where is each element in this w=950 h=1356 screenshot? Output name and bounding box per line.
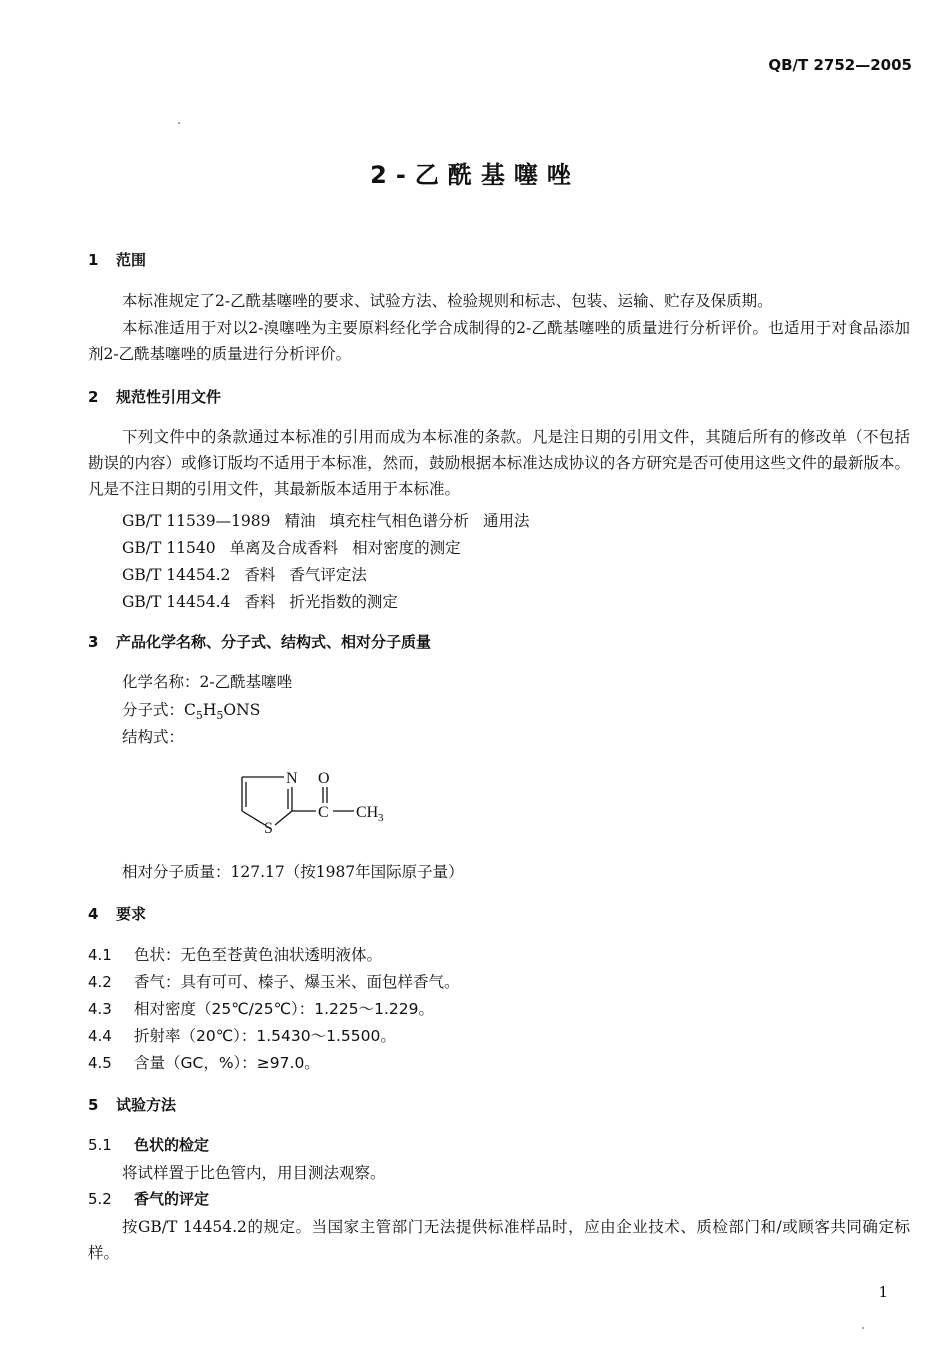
section-number: 4	[88, 905, 99, 923]
section-4-heading	[88, 903, 146, 924]
formula-label: 分子式：	[122, 701, 185, 719]
section-2-heading	[88, 386, 221, 407]
section-5-heading	[88, 1094, 176, 1115]
atom-S: S	[264, 820, 273, 835]
chemical-name: 化学名称：2-乙酰基噻唑	[122, 673, 293, 691]
standard-code: QB/T 2752—2005	[768, 56, 912, 74]
page-number: 1	[878, 1283, 888, 1301]
requirement-item	[88, 1024, 396, 1046]
atom-CH: CH	[356, 804, 379, 821]
scan-speck	[862, 1327, 864, 1329]
reference-code: GB/T 14454.4	[122, 593, 231, 611]
section-2-paragraph: 下列文件中的条款通过本标准的引用而成为本标准的条款。凡是注日期的引用文件，其随后所有的修改单（不包括勘误的内容）或修订版均不适用于本标准，然而，鼓励根据本标准达成协议的各方研究是否可使用这些文件的最新版本。凡是不注日期的引用文件，其最新版本适用于本标准。	[88, 428, 910, 498]
item-text: 折射率（20℃）：1.5430～1.5500。	[134, 1027, 396, 1045]
requirement-item	[88, 997, 434, 1019]
reference-part: 通用法	[483, 512, 530, 530]
subsection-number: 5.2	[88, 1190, 112, 1208]
atom-C: C	[318, 804, 329, 821]
section-title: 范围	[116, 251, 147, 269]
formula-subscript: 5	[216, 709, 224, 723]
section-number: 5	[88, 1096, 99, 1114]
reference-part: 精油	[284, 512, 316, 530]
atom-N: N	[286, 770, 298, 787]
reference-part: 填充柱气相色谱分析	[329, 512, 470, 530]
reference-part: 香料	[244, 593, 276, 611]
subsection-5-1-text: 将试样置于比色管内，用目测法观察。	[122, 1164, 386, 1182]
section-number: 1	[88, 251, 99, 269]
item-number: 4.1	[88, 946, 112, 964]
item-text: 色状：无色至苍黄色油状透明液体。	[134, 946, 383, 964]
subsection-number: 5.1	[88, 1136, 112, 1154]
page-title: 2-乙酰基噻唑	[370, 161, 580, 189]
section-title: 产品化学名称、分子式、结构式、相对分子质量	[116, 633, 432, 651]
reference-part: 香气评定法	[289, 566, 367, 584]
section-number: 2	[88, 388, 99, 406]
subsection-5-2-text: 按GB/T 14454.2的规定。当国家主管部门无法提供标准样品时，应由企业技术、质检部门和/或顾客共同确定标样。	[88, 1218, 910, 1262]
item-number: 4.3	[88, 1000, 112, 1018]
reference-code: GB/T 11539—1989	[122, 512, 271, 530]
formula-element: C	[184, 701, 196, 719]
reference-item	[122, 590, 412, 612]
section-title: 规范性引用文件	[116, 388, 222, 406]
reference-item	[122, 536, 475, 558]
molecular-formula	[122, 698, 260, 722]
item-number: 4.4	[88, 1027, 112, 1045]
subsection-title: 香气的评定	[134, 1190, 210, 1208]
requirement-item	[88, 943, 382, 965]
section-title: 试验方法	[116, 1096, 177, 1114]
section-number: 3	[88, 633, 99, 651]
atom-O: O	[318, 770, 330, 787]
reference-code: GB/T 11540	[122, 539, 216, 557]
reference-item	[122, 509, 544, 531]
subsection-5-1-heading	[88, 1134, 209, 1155]
atom-subscript: 3	[378, 812, 384, 824]
requirement-item	[88, 1051, 320, 1073]
section-1-paragraph-2: 本标准适用于对以2-溴噻唑为主要原料经化学合成制得的2-乙酰基噻唑的质量进行分析评价。也适用于对食品添加剂2-乙酰基噻唑的质量进行分析评价。	[88, 319, 910, 363]
scan-speck	[178, 122, 180, 124]
formula-subscript: 5	[195, 709, 203, 723]
item-number: 4.2	[88, 973, 112, 991]
section-3-heading	[88, 631, 431, 652]
subsection-title: 色状的检定	[134, 1136, 210, 1154]
formula-element: ONS	[223, 701, 261, 719]
thiazole-ring-bonds	[242, 777, 354, 825]
item-number: 4.5	[88, 1054, 112, 1072]
structure-label: 结构式：	[122, 728, 185, 746]
molecular-weight: 相对分子质量：127.17（按1987年国际原子量）	[122, 863, 464, 881]
section-1-heading	[88, 249, 146, 270]
reference-code: GB/T 14454.2	[122, 566, 231, 584]
item-text: 香气：具有可可、榛子、爆玉米、面包样香气。	[134, 973, 460, 991]
subsection-5-2-heading	[88, 1188, 209, 1209]
reference-part: 折光指数的测定	[289, 593, 398, 611]
item-text: 含量（GC，%）：≥97.0。	[134, 1054, 320, 1072]
formula-element: H	[202, 701, 217, 719]
structural-formula-diagram	[230, 765, 400, 835]
reference-part: 单离及合成香料	[229, 539, 339, 557]
item-text: 相对密度（25℃/25℃）：1.225～1.229。	[134, 1000, 434, 1018]
reference-part: 香料	[244, 566, 276, 584]
section-title: 要求	[116, 905, 147, 923]
section-1-paragraph-1: 本标准规定了2-乙酰基噻唑的要求、试验方法、检验规则和标志、包装、运输、贮存及保质期。	[122, 292, 773, 310]
reference-part: 相对密度的测定	[352, 539, 461, 557]
requirement-item	[88, 970, 460, 992]
reference-item	[122, 563, 381, 585]
